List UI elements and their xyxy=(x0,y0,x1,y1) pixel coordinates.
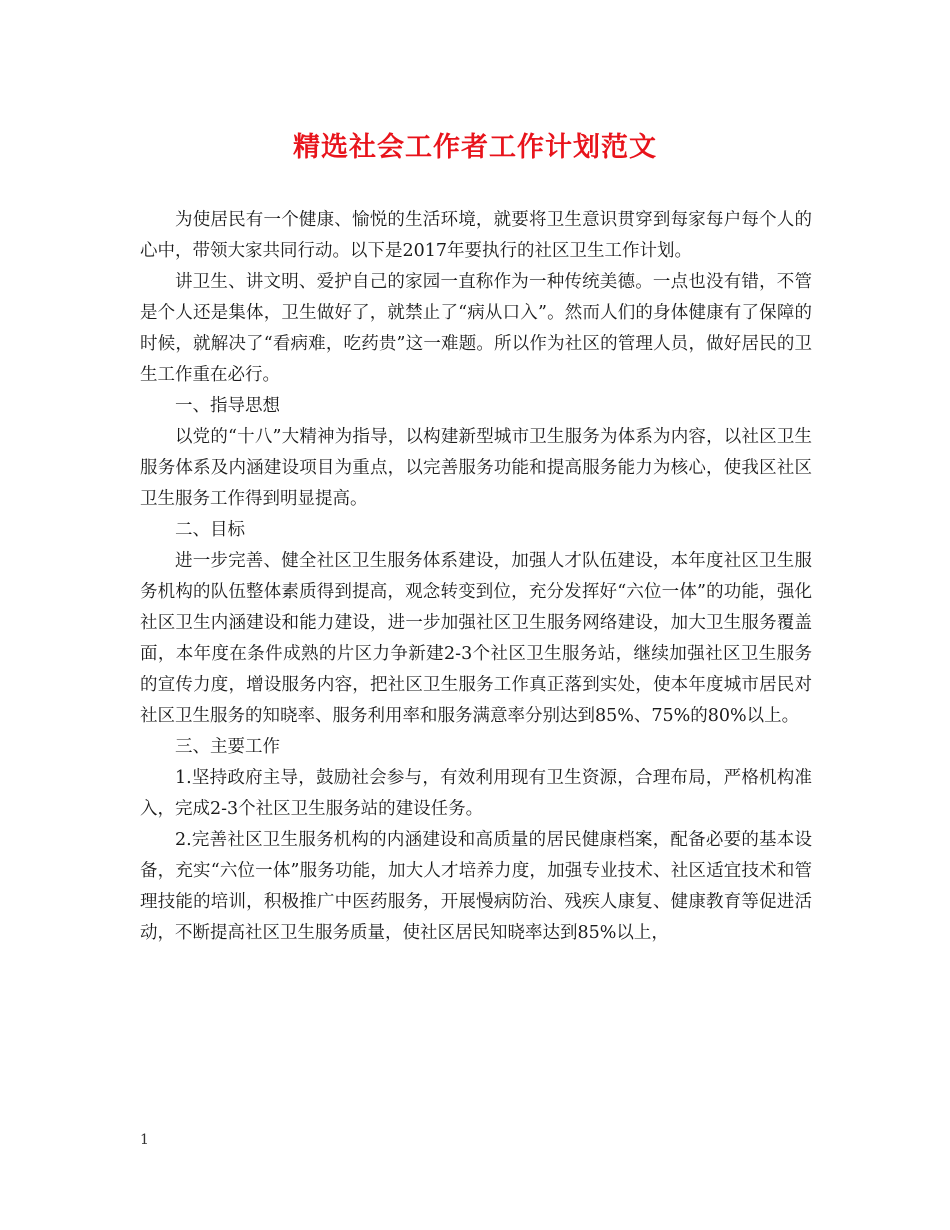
page-number: 1 xyxy=(140,1132,149,1148)
heading-guiding-ideology: 一、指导思想 xyxy=(175,396,280,416)
paragraph-work-item-2: 2.完善社区卫生服务机构的内涵建设和高质量的居民健康档案，配备必要的基本设备，充实“六位一体”服务功能，加大人才培养力度，加强专业技术、社区适宜技术和管理技能的培训，积极推广中医药服务，开展慢病防治、残疾人康复、健康教育等促进活动，不断提高社区卫生服务质量，使社区居民知晓率达到85%以上， xyxy=(140,830,812,943)
document-title: 精选社会工作者工作计划范文 xyxy=(293,132,657,163)
paragraph-guiding-ideology: 以党的“十八”大精神为指导，以构建新型城市卫生服务为体系为内容，以社区卫生服务体系及内涵建设项目为重点，以完善服务功能和提高服务能力为核心，使我区社区卫生服务工作得到明显提高。 xyxy=(140,427,812,509)
document-body xyxy=(140,205,812,949)
heading-main-work: 三、主要工作 xyxy=(175,737,280,757)
heading-goals: 二、目标 xyxy=(175,520,245,540)
paragraph-goals: 进一步完善、健全社区卫生服务体系建设，加强人才队伍建设，本年度社区卫生服务机构的队伍整体素质得到提高，观念转变到位，充分发挥好“六位一体”的功能，强化社区卫生内涵建设和能力建设，进一步加强社区卫生服务网络建设，加大卫生服务覆盖面，本年度在条件成熟的片区力争新建2-3个社区卫生服务站，继续加强社区卫生服务的宣传力度，增设服务内容，把社区卫生服务工作真正落到实处，使本年度城市居民对社区卫生服务的知晓率、服务利用率和服务满意率分别达到85%、75%的80%以上。 xyxy=(140,551,812,726)
paragraph-work-item-1: 1.坚持政府主导，鼓励社会参与，有效利用现有卫生资源，合理布局，严格机构准入，完成2-3个社区卫生服务站的建设任务。 xyxy=(140,768,812,819)
paragraph-intro: 为使居民有一个健康、愉悦的生活环境，就要将卫生意识贯穿到每家每户每个人的心中，带领大家共同行动。以下是2017年要执行的社区卫生工作计划。 xyxy=(140,210,812,261)
paragraph-hygiene: 讲卫生、讲文明、爱护自己的家园一直称作为一种传统美德。一点也没有错，不管是个人还是集体，卫生做好了，就禁止了“病从口入”。然而人们的身体健康有了保障的时候，就解决了“看病难，吃药贵”这一难题。所以作为社区的管理人员，做好居民的卫生工作重在必行。 xyxy=(140,272,812,385)
